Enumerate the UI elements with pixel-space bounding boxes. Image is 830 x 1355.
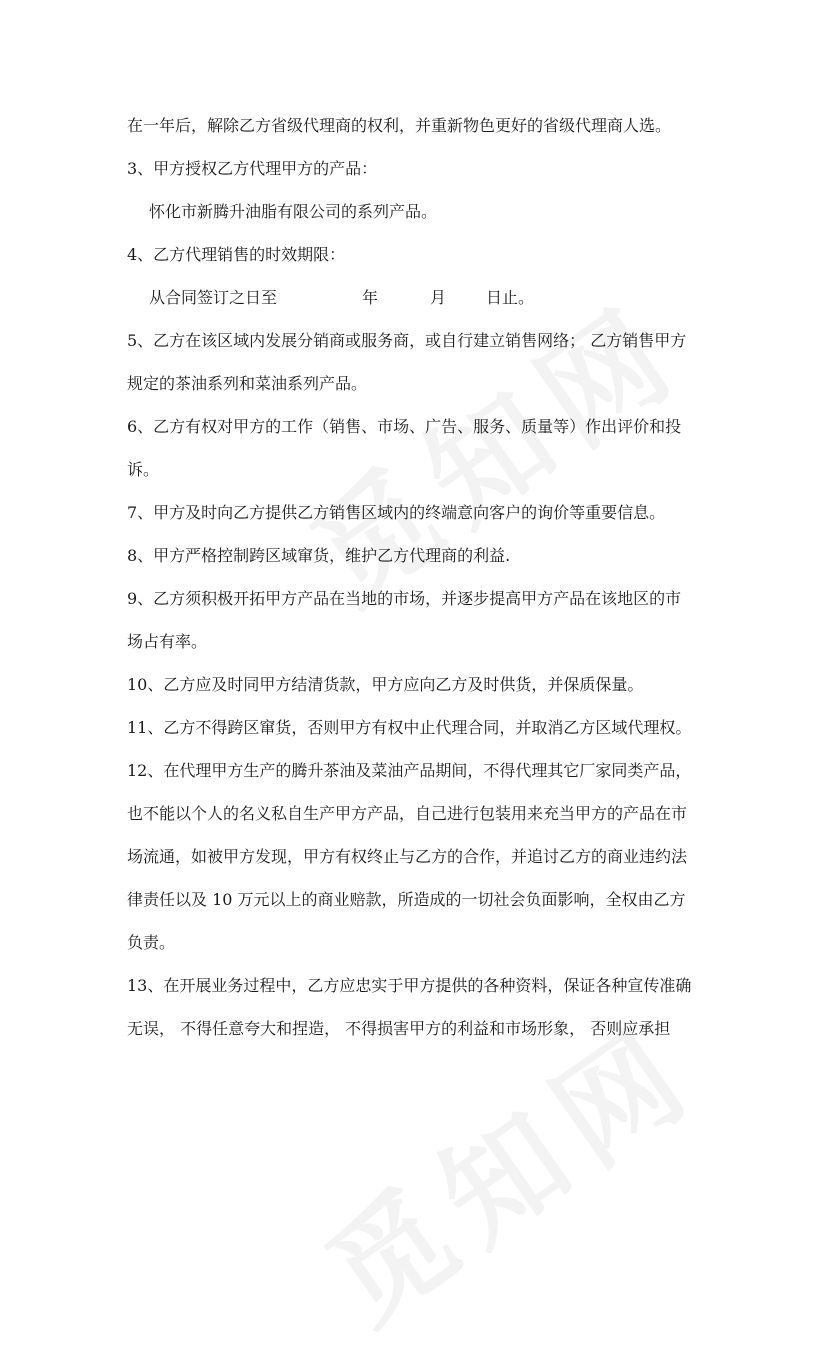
clause-12-line-1: 12、在代理甲方生产的腾升茶油及菜油产品期间，不得代理其它厂家同类产品， bbox=[127, 761, 692, 780]
clause-4-date-line bbox=[127, 276, 713, 319]
clause-8: 8、甲方严格控制跨区域窜货，维护乙方代理商的利益. bbox=[127, 546, 511, 565]
clause-10: 10、乙方应及时同甲方结清货款，甲方应向乙方及时供货，并保质保量。 bbox=[127, 675, 644, 694]
clause-5-line-1: 5、乙方在该区域内发展分销商或服务商，或自行建立销售网络； 乙方销售甲方 bbox=[127, 331, 687, 350]
clause-12-line-5: 负责。 bbox=[127, 933, 176, 952]
clause-7: 7、甲方及时向乙方提供乙方销售区域内的终端意向客户的询价等重要信息。 bbox=[127, 503, 666, 522]
date-line-day: 日止。 bbox=[486, 288, 535, 307]
clause-5-line-2: 规定的茶油系列和菜油系列产品。 bbox=[127, 374, 368, 393]
clause-12-line-4: 律责任以及 10 万元以上的商业赔款，所造成的一切社会负面影响，全权由乙方 bbox=[127, 890, 686, 909]
clause-13-line-1: 13、在开展业务过程中，乙方应忠实于甲方提供的各种资料，保证各种宣传准确 bbox=[127, 976, 692, 995]
clause-3-body: 怀化市新腾升油脂有限公司的系列产品。 bbox=[149, 202, 438, 221]
clause-3-heading: 3、甲方授权乙方代理甲方的产品： bbox=[127, 159, 378, 178]
clause-9-line-1: 9、乙方须积极开拓甲方产品在当地的市场，并逐步提高甲方产品在该地区的市 bbox=[127, 589, 682, 608]
clause-4-heading: 4、乙方代理销售的时效期限： bbox=[127, 245, 346, 264]
clause-11: 11、乙方不得跨区窜货，否则甲方有权中止代理合同，并取消乙方区域代理权。 bbox=[127, 718, 692, 737]
clause-12-line-2: 也不能以个人的名义私自生产甲方产品，自己进行包装用来充当甲方的产品在市 bbox=[127, 804, 688, 823]
clause-6-line-2: 诉。 bbox=[127, 460, 160, 479]
date-line-month: 月 bbox=[430, 288, 447, 307]
paragraph-line: 在一年后，解除乙方省级代理商的权利，并重新物色更好的省级代理商人选。 bbox=[127, 116, 672, 135]
clause-12-line-3: 场流通，如被甲方发现，甲方有权终止与乙方的合作，并追讨乙方的商业违约法 bbox=[127, 847, 688, 866]
date-line-prefix: 从合同签订之日至 bbox=[149, 288, 278, 307]
date-line-year: 年 bbox=[362, 288, 379, 307]
clause-6-line-1: 6、乙方有权对甲方的工作（销售、市场、广告、服务、质量等）作出评价和投 bbox=[127, 417, 682, 436]
clause-13-line-2: 无误， 不得任意夸大和捏造， 不得损害甲方的利益和市场形象， 否则应承担 bbox=[127, 1019, 671, 1038]
clause-9-line-2: 场占有率。 bbox=[127, 632, 208, 651]
document-body bbox=[127, 104, 713, 1050]
